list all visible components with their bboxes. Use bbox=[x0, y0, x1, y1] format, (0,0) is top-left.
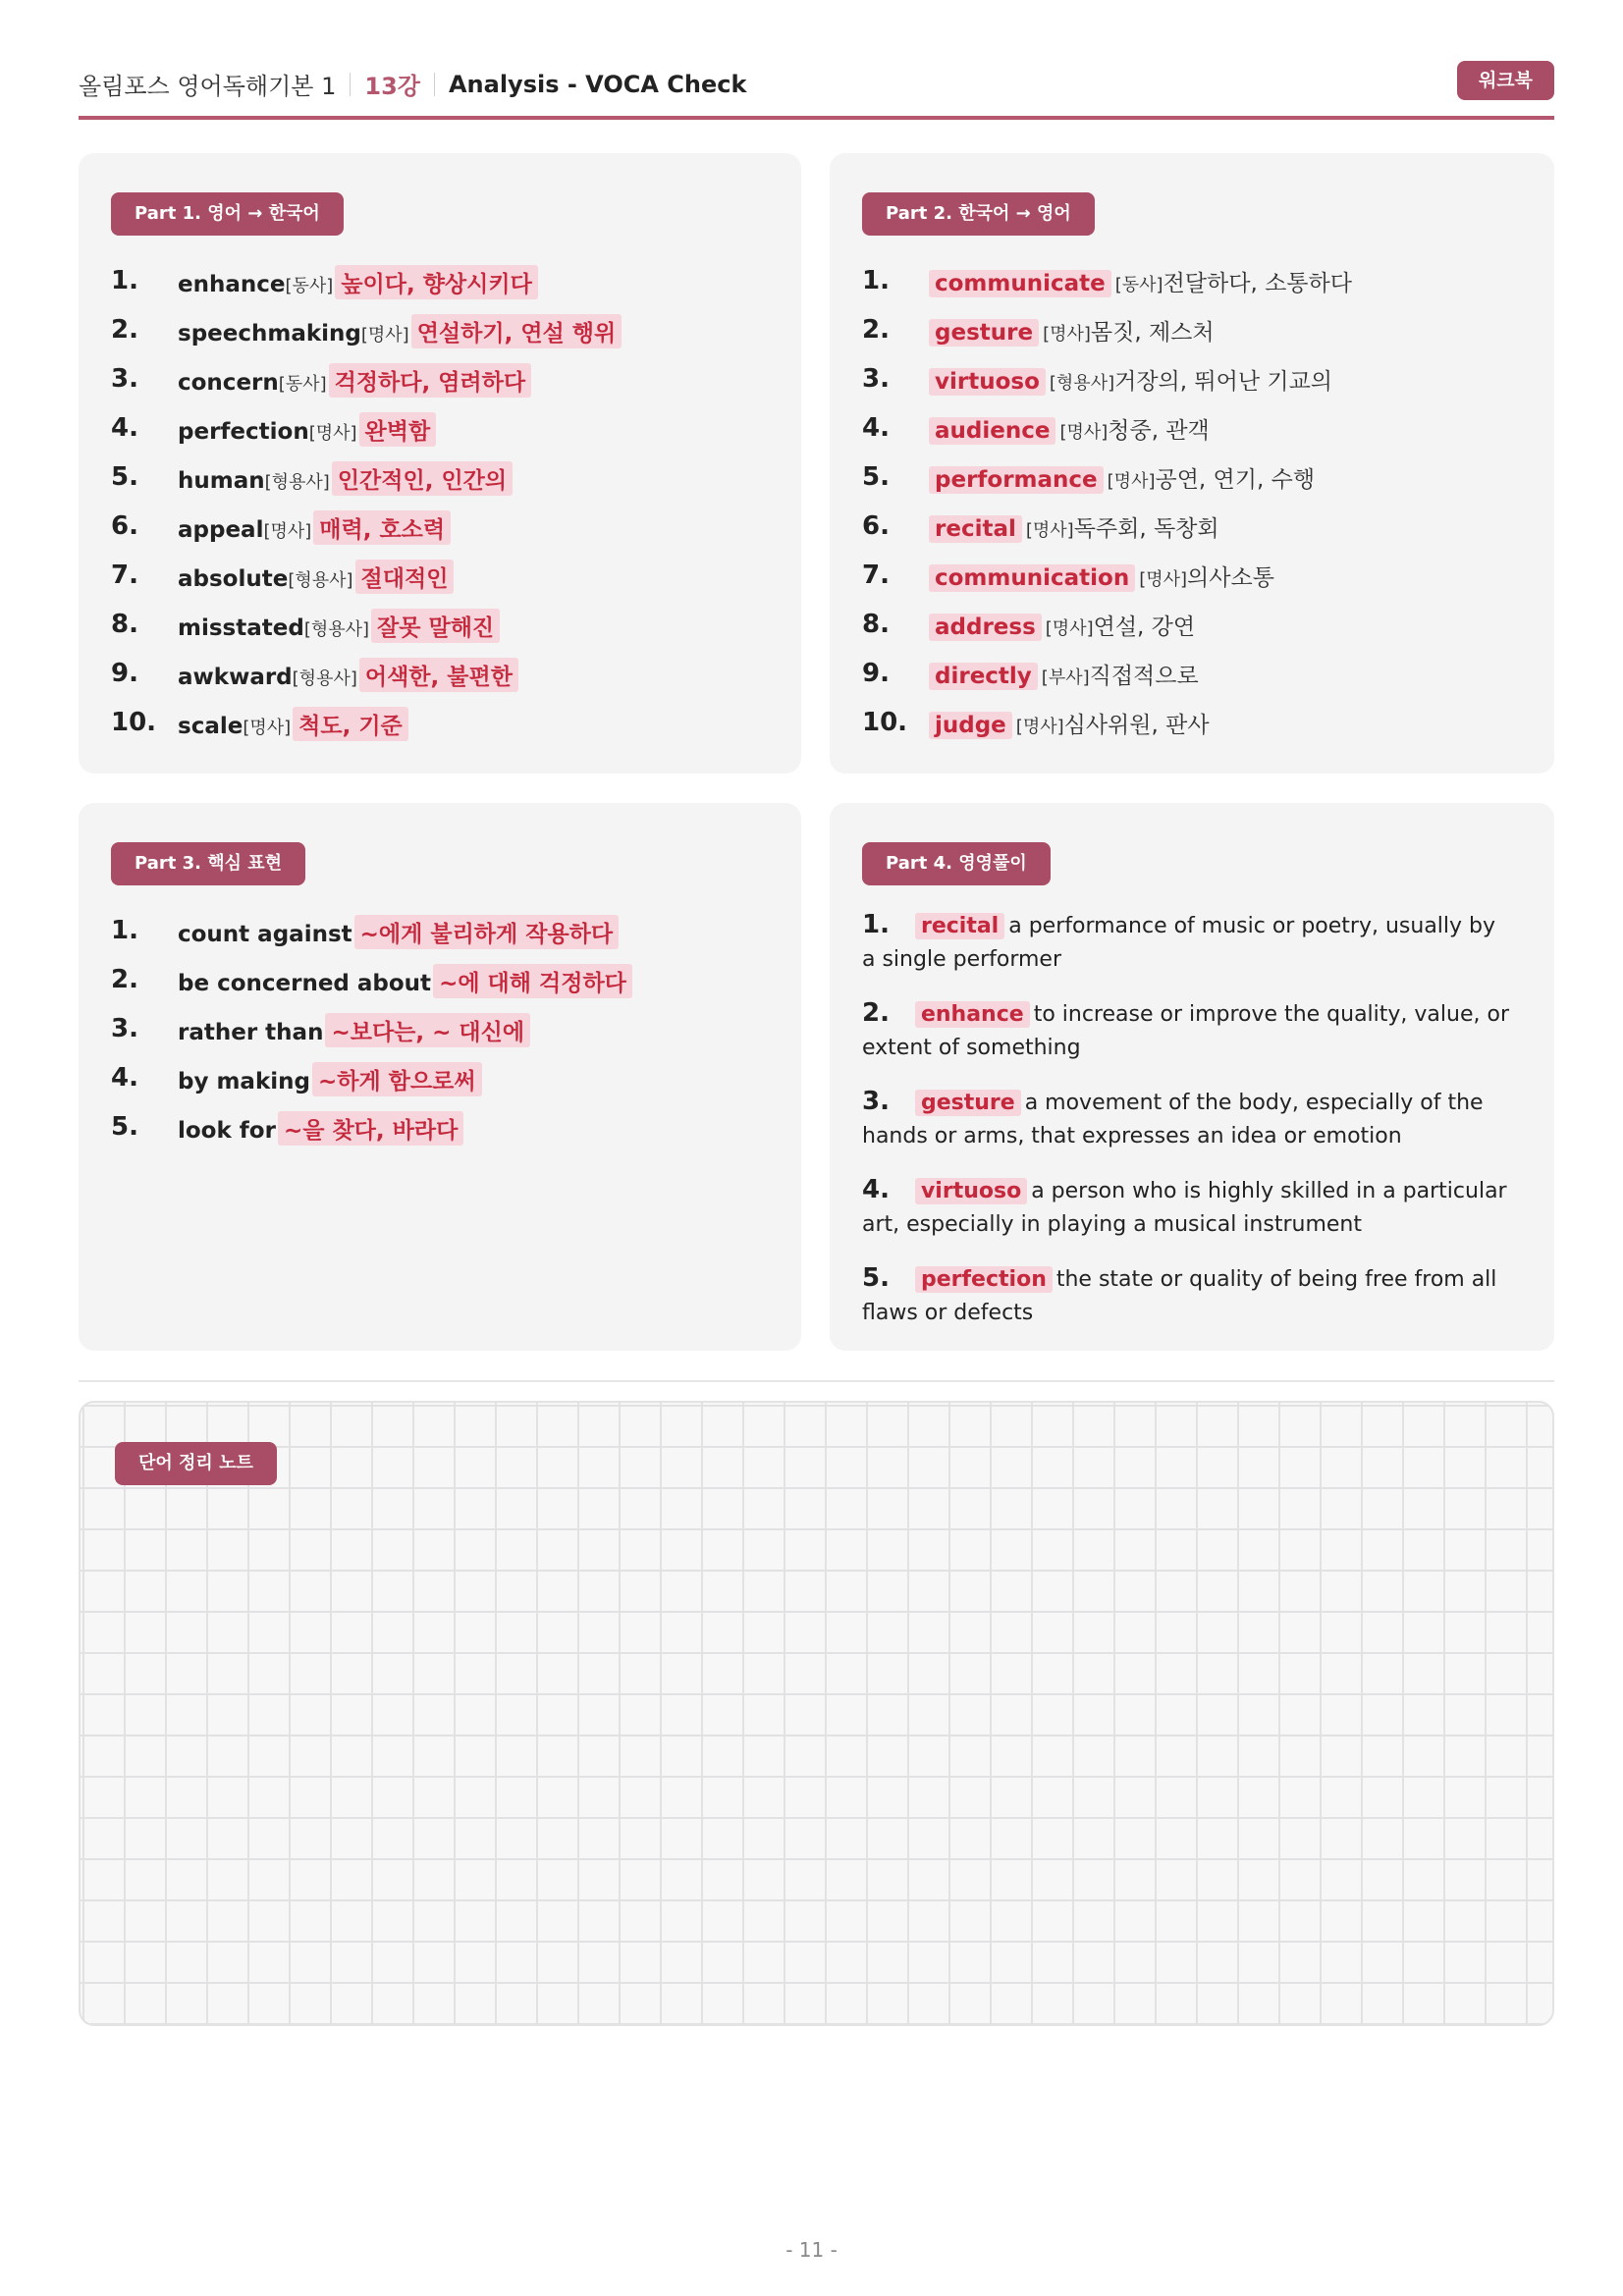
answer-highlight: ~에 대해 걱정하다 bbox=[433, 964, 632, 998]
answer-highlight: 어색한, 불편한 bbox=[359, 658, 518, 692]
part-of-speech: [명사] bbox=[1059, 422, 1109, 443]
answer-highlight: enhance bbox=[915, 1001, 1030, 1028]
list-item bbox=[862, 405, 1520, 454]
list-item bbox=[111, 602, 769, 651]
answer-highlight: perfection bbox=[915, 1266, 1053, 1293]
part1-label: Part 1. 영어 → 한국어 bbox=[111, 192, 344, 236]
item-number: 7. bbox=[862, 561, 890, 590]
item-number: 1. bbox=[111, 266, 138, 295]
korean-meaning: 몸짓, 제스처 bbox=[1090, 320, 1215, 346]
answer-highlight: ~에게 불리하게 작용하다 bbox=[354, 915, 619, 949]
english-definition: a movement of the body, especially of the hands or arms, that expresses an idea or emotion bbox=[862, 1091, 1484, 1148]
korean-meaning: 공연, 연기, 수행 bbox=[1155, 467, 1316, 493]
vocab-word: misstated bbox=[178, 615, 304, 641]
korean-meaning: 직접적으로 bbox=[1089, 664, 1199, 689]
header-breadcrumb bbox=[79, 67, 746, 101]
list-item bbox=[862, 553, 1520, 602]
list-item bbox=[862, 700, 1520, 749]
english-definition: a person who is highly skilled in a particular art, especially in playing a musical instrument bbox=[862, 1179, 1507, 1237]
part-of-speech: [형용사] bbox=[288, 570, 353, 591]
header-divider bbox=[350, 73, 351, 96]
item-number: 5. bbox=[862, 462, 890, 492]
item-number: 1. bbox=[111, 916, 138, 945]
korean-meaning: 독주회, 독창회 bbox=[1073, 516, 1219, 542]
note-label: 단어 정리 노트 bbox=[115, 1442, 277, 1485]
answer-highlight: ~보다는, ~ 대신에 bbox=[325, 1013, 530, 1047]
section-divider bbox=[79, 1380, 1554, 1382]
definition-item bbox=[862, 1173, 1510, 1242]
list-item bbox=[111, 504, 769, 553]
expression: by making bbox=[178, 1069, 310, 1095]
answer-highlight: address bbox=[929, 614, 1042, 641]
part-of-speech: [명사] bbox=[1139, 569, 1188, 590]
answer-highlight: virtuoso bbox=[929, 368, 1046, 396]
item-number: 9. bbox=[111, 659, 138, 688]
vocab-word: human bbox=[178, 468, 265, 494]
part-of-speech: [명사] bbox=[1045, 618, 1094, 639]
item-number: 2. bbox=[862, 315, 890, 345]
answer-highlight: 잘못 말해진 bbox=[371, 609, 500, 643]
part2-list bbox=[862, 258, 1520, 749]
part-of-speech: [명사] bbox=[1043, 324, 1091, 345]
part-of-speech: [명사] bbox=[263, 521, 312, 542]
part2-panel bbox=[830, 153, 1554, 774]
vocab-word: concern bbox=[178, 370, 279, 396]
part-of-speech: [명사] bbox=[360, 325, 409, 346]
item-number: 9. bbox=[862, 659, 890, 688]
definition-item bbox=[862, 1085, 1510, 1153]
answer-highlight: gesture bbox=[915, 1090, 1021, 1116]
book-title: 올림포스 영어독해기본 1 bbox=[79, 73, 337, 100]
vocab-word: awkward bbox=[178, 665, 293, 690]
part4-label: Part 4. 영영풀이 bbox=[862, 842, 1051, 885]
part2-label: Part 2. 한국어 → 영어 bbox=[862, 192, 1095, 236]
item-number: 8. bbox=[111, 610, 138, 639]
korean-meaning: 거장의, 뛰어난 기교의 bbox=[1114, 369, 1333, 395]
part-of-speech: [형용사] bbox=[1049, 373, 1115, 394]
part4-list bbox=[862, 908, 1510, 1350]
list-item bbox=[862, 454, 1520, 504]
list-item bbox=[111, 454, 769, 504]
item-number: 1. bbox=[862, 910, 890, 939]
item-number: 2. bbox=[111, 965, 138, 994]
item-number: 4. bbox=[111, 413, 138, 443]
part1-list bbox=[111, 258, 769, 749]
part3-label: Part 3. 핵심 표현 bbox=[111, 842, 305, 885]
list-item bbox=[111, 553, 769, 602]
list-item bbox=[111, 1055, 769, 1104]
answer-highlight: 걱정하다, 염려하다 bbox=[329, 363, 532, 398]
item-number: 5. bbox=[111, 462, 138, 492]
part-of-speech: [동사] bbox=[1114, 275, 1163, 295]
definition-item bbox=[862, 996, 1510, 1065]
korean-meaning: 의사소통 bbox=[1187, 565, 1274, 591]
list-item bbox=[111, 651, 769, 700]
item-number: 10. bbox=[111, 708, 157, 737]
part1-panel bbox=[79, 153, 801, 774]
part-of-speech: [부사] bbox=[1041, 667, 1090, 688]
item-number: 3. bbox=[111, 364, 138, 394]
part-of-speech: [동사] bbox=[285, 276, 334, 296]
expression: count against bbox=[178, 922, 352, 947]
part3-list bbox=[111, 908, 769, 1153]
answer-highlight: ~하게 함으로써 bbox=[312, 1062, 482, 1096]
item-number: 3. bbox=[862, 1087, 890, 1116]
part-of-speech: [명사] bbox=[1025, 520, 1074, 541]
list-item bbox=[111, 1006, 769, 1055]
vocab-word: appeal bbox=[178, 517, 264, 543]
item-number: 5. bbox=[111, 1112, 138, 1142]
list-item bbox=[862, 651, 1520, 700]
answer-highlight: ~을 찾다, 바라다 bbox=[278, 1111, 463, 1146]
answer-highlight: communicate bbox=[929, 270, 1111, 297]
answer-highlight: 매력, 호소력 bbox=[313, 510, 451, 545]
korean-meaning: 청중, 관객 bbox=[1108, 418, 1210, 444]
item-number: 6. bbox=[111, 511, 138, 541]
part-of-speech: [명사] bbox=[1107, 471, 1156, 492]
page-title: Analysis - VOCA Check bbox=[448, 70, 747, 98]
expression: look for bbox=[178, 1118, 276, 1144]
part-of-speech: [형용사] bbox=[292, 668, 357, 689]
english-definition: the state or quality of being free from all flaws or defects bbox=[862, 1267, 1497, 1325]
korean-meaning: 연설, 강연 bbox=[1093, 614, 1196, 640]
english-definition: a performance of music or poetry, usually by a single performer bbox=[862, 914, 1496, 972]
item-number: 10. bbox=[862, 708, 908, 737]
answer-highlight: 척도, 기준 bbox=[293, 707, 408, 741]
answer-highlight: recital bbox=[929, 515, 1022, 543]
workbook-badge: 워크북 bbox=[1457, 61, 1554, 100]
vocab-word: scale bbox=[178, 714, 243, 739]
list-item bbox=[111, 908, 769, 957]
answer-highlight: 인간적인, 인간의 bbox=[332, 461, 513, 496]
list-item bbox=[862, 307, 1520, 356]
item-number: 4. bbox=[111, 1063, 138, 1093]
vocab-note-grid bbox=[79, 1401, 1554, 2026]
answer-highlight: 절대적인 bbox=[355, 560, 455, 594]
answer-highlight: audience bbox=[929, 417, 1055, 445]
page-number: - 11 - bbox=[785, 2238, 838, 2262]
vocab-word: absolute bbox=[178, 566, 289, 592]
part-of-speech: [명사] bbox=[308, 423, 357, 444]
vocab-word: speechmaking bbox=[178, 321, 361, 347]
part-of-speech: [명사] bbox=[1015, 717, 1064, 737]
expression: rather than bbox=[178, 1020, 324, 1045]
answer-highlight: 연설하기, 연설 행위 bbox=[411, 314, 622, 348]
answer-highlight: virtuoso bbox=[915, 1178, 1027, 1204]
item-number: 4. bbox=[862, 1175, 890, 1204]
part4-panel bbox=[830, 803, 1554, 1351]
part-of-speech: [형용사] bbox=[264, 472, 330, 493]
item-number: 8. bbox=[862, 610, 890, 639]
item-number: 6. bbox=[862, 511, 890, 541]
answer-highlight: 높이다, 향상시키다 bbox=[335, 265, 538, 299]
definition-item bbox=[862, 1261, 1510, 1330]
list-item bbox=[111, 356, 769, 405]
item-number: 2. bbox=[862, 998, 890, 1028]
lesson-number: 13강 bbox=[364, 73, 420, 100]
list-item bbox=[111, 258, 769, 307]
item-number: 3. bbox=[111, 1014, 138, 1043]
list-item bbox=[111, 405, 769, 454]
definition-item bbox=[862, 908, 1510, 977]
vocab-word: enhance bbox=[178, 272, 286, 297]
part-of-speech: [명사] bbox=[243, 718, 292, 738]
expression: be concerned about bbox=[178, 971, 432, 996]
list-item bbox=[111, 957, 769, 1006]
part-of-speech: [형용사] bbox=[303, 619, 370, 640]
list-item bbox=[862, 602, 1520, 651]
korean-meaning: 심사위원, 판사 bbox=[1063, 713, 1210, 738]
korean-meaning: 전달하다, 소통하다 bbox=[1163, 271, 1352, 296]
answer-highlight: gesture bbox=[929, 319, 1039, 347]
answer-highlight: judge bbox=[929, 712, 1012, 739]
list-item bbox=[111, 700, 769, 749]
part-of-speech: [동사] bbox=[278, 374, 327, 395]
vocab-word: perfection bbox=[178, 419, 309, 445]
part3-panel bbox=[79, 803, 801, 1351]
list-item bbox=[862, 258, 1520, 307]
answer-highlight: 완벽함 bbox=[359, 412, 437, 447]
item-number: 2. bbox=[111, 315, 138, 345]
english-definition: to increase or improve the quality, value, or extent of something bbox=[862, 1002, 1509, 1060]
item-number: 1. bbox=[862, 266, 890, 295]
answer-highlight: communication bbox=[929, 564, 1135, 592]
header-divider bbox=[434, 73, 435, 96]
list-item bbox=[111, 307, 769, 356]
item-number: 7. bbox=[111, 561, 138, 590]
item-number: 3. bbox=[862, 364, 890, 394]
answer-highlight: recital bbox=[915, 913, 1004, 939]
answer-highlight: directly bbox=[929, 663, 1038, 690]
list-item bbox=[862, 356, 1520, 405]
page-header bbox=[79, 61, 1554, 120]
list-item bbox=[111, 1104, 769, 1153]
answer-highlight: performance bbox=[929, 466, 1104, 494]
item-number: 5. bbox=[862, 1263, 890, 1293]
list-item bbox=[862, 504, 1520, 553]
item-number: 4. bbox=[862, 413, 890, 443]
